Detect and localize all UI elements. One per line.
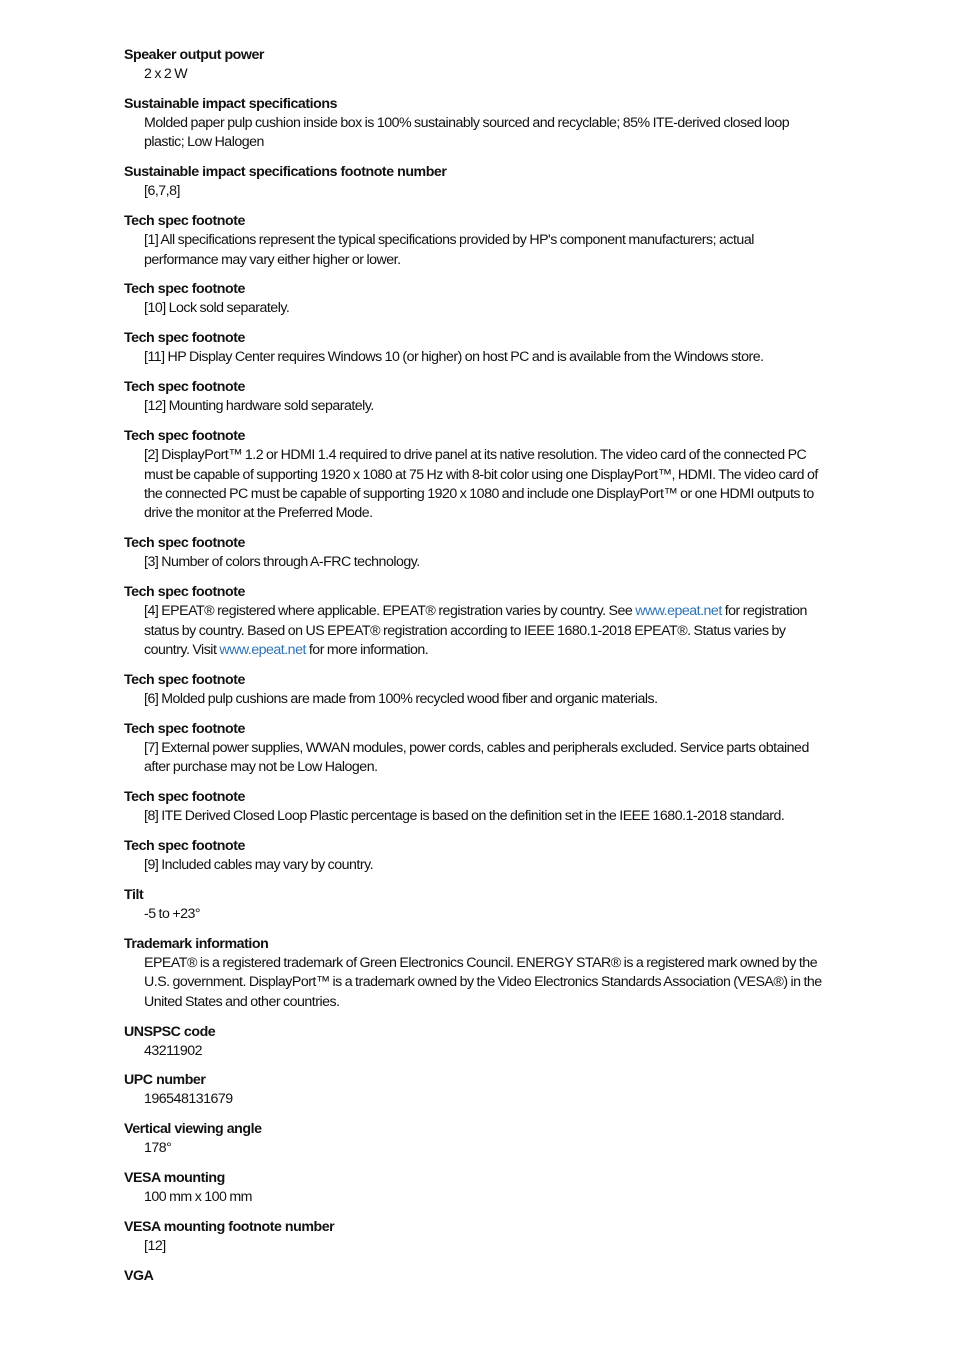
spec-value: [1] All specifications represent the typical specifications provided by HP's component manufacturers; actual performance may vary either higher or lower. <box>144 232 754 268</box>
spec-footnote-1 <box>124 212 824 270</box>
spec-value: 100 mm x 100 mm <box>144 1189 252 1206</box>
spec-value: [10] Lock sold separately. <box>144 300 290 317</box>
spec-label: Tech spec footnote <box>124 838 245 855</box>
spec-footnote-9 <box>124 837 824 875</box>
spec-footnote-3 <box>124 534 824 572</box>
spec-footnote-6 <box>124 671 824 709</box>
spec-value: 2 x 2 W <box>144 66 188 82</box>
spec-value <box>144 602 824 660</box>
spec-upc-number <box>124 1071 824 1109</box>
spec-footnote-10 <box>124 280 824 318</box>
spec-label: Sustainable impact specifications <box>124 95 338 112</box>
spec-label: VESA mounting footnote number <box>124 1219 335 1236</box>
spec-footnote-11 <box>124 329 824 367</box>
spec-value: 178° <box>144 1140 172 1157</box>
spec-label: Tech spec footnote <box>124 379 245 396</box>
spec-sustainable-footnote-number <box>124 163 824 201</box>
spec-value: [11] HP Display Center requires Windows 10 (or higher) on host PC and is available from the Windows store. <box>144 349 764 366</box>
spec-label: Sustainable impact specifications footnote number <box>124 164 447 181</box>
spec-list <box>124 46 824 1297</box>
spec-sustainable-impact <box>124 95 824 153</box>
spec-vesa-mounting <box>124 1169 824 1207</box>
spec-value: [6,7,8] <box>144 183 180 200</box>
spec-vertical-viewing-angle <box>124 1120 824 1158</box>
spec-value: [8] ITE Derived Closed Loop Plastic percentage is based on the definition set in the IEEE 1680.1-2018 standard. <box>144 808 785 825</box>
spec-footnote-12 <box>124 378 824 416</box>
spec-value: EPEAT® is a registered trademark of Green Electronics Council. ENERGY STAR® is a registered mark owned by the U.S. government. DisplayPort™ is a trademark owned by the Video Electronics Standards Association (VESA®) in the United States and other countries. <box>144 954 822 1010</box>
spec-label: VESA mounting <box>124 1170 225 1187</box>
spec-value: [12] <box>144 1238 166 1255</box>
spec-footnote-8 <box>124 788 824 826</box>
spec-value: -5 to +23° <box>144 905 201 922</box>
footnote-text: for more information. <box>305 642 429 658</box>
spec-label: Tilt <box>124 886 144 903</box>
spec-label: Tech spec footnote <box>124 671 245 688</box>
spec-label: Speaker output power <box>124 47 264 63</box>
spec-value: [9] Included cables may vary by country. <box>144 857 374 874</box>
spec-value: [12] Mounting hardware sold separately. <box>144 398 374 415</box>
footnote-text: for registration status by country. Based on US EPEAT® registration according to IEEE 1680.1-2018 EPEAT®. Status varies by country. Visit <box>144 603 807 658</box>
spec-label: VGA <box>124 1268 154 1285</box>
spec-label: Vertical viewing angle <box>124 1121 262 1138</box>
spec-unspsc-code <box>124 1023 824 1061</box>
spec-vga <box>124 1267 824 1286</box>
spec-label: Tech spec footnote <box>124 213 245 230</box>
footnote-text: [4] EPEAT® registered where applicable. EPEAT® registration varies by country. See <box>144 603 636 620</box>
spec-tilt <box>124 886 824 924</box>
spec-label: Tech spec footnote <box>124 584 245 601</box>
epeat-link[interactable]: www.epeat.net <box>219 642 306 658</box>
spec-value: [6] Molded pulp cushions are made from 100% recycled wood fiber and organic materials. <box>144 690 658 707</box>
spec-speaker-output-power <box>124 46 824 84</box>
spec-value: Molded paper pulp cushion inside box is 100% sustainably sourced and recyclable; 85% ITE-derived closed loop plastic; Low Halogen <box>144 114 790 151</box>
spec-value: [3] Number of colors through A-FRC technology. <box>144 554 420 571</box>
spec-label: Tech spec footnote <box>124 330 245 347</box>
spec-label: Tech spec footnote <box>124 535 245 552</box>
spec-value: 196548131679 <box>144 1091 233 1108</box>
spec-label: Tech spec footnote <box>124 281 245 298</box>
spec-label: UNSPSC code <box>124 1023 216 1040</box>
spec-vesa-footnote-number <box>124 1218 824 1256</box>
spec-label: Trademark information <box>124 935 269 952</box>
spec-label: Tech spec footnote <box>124 428 245 445</box>
spec-value: 43211902 <box>144 1042 203 1059</box>
spec-value: [7] External power supplies, WWAN modules, power cords, cables and peripherals excluded. Service parts obtained after purchase may not be Low Halogen. <box>144 739 809 776</box>
spec-trademark-information <box>124 935 824 1012</box>
spec-footnote-2 <box>124 427 824 524</box>
spec-label: Tech spec footnote <box>124 720 245 737</box>
epeat-link[interactable]: www.epeat.net <box>635 603 722 620</box>
spec-value: [2] DisplayPort™ 1.2 or HDMI 1.4 required to drive panel at its native resolution. The video card of the connected PC must be capable of supporting 1920 x 1080 at 75 Hz with 8-bit color using one DisplayPort™, HDMI. The video card of the connected PC must be capable of supporting 1920 x 1080 and include one DisplayPort™ or one HDMI outputs to drive the monitor at the Preferred Mode. <box>144 447 818 522</box>
spec-label: UPC number <box>124 1072 206 1089</box>
spec-footnote-7 <box>124 720 824 778</box>
spec-label: Tech spec footnote <box>124 789 245 806</box>
spec-footnote-4 <box>124 583 824 660</box>
